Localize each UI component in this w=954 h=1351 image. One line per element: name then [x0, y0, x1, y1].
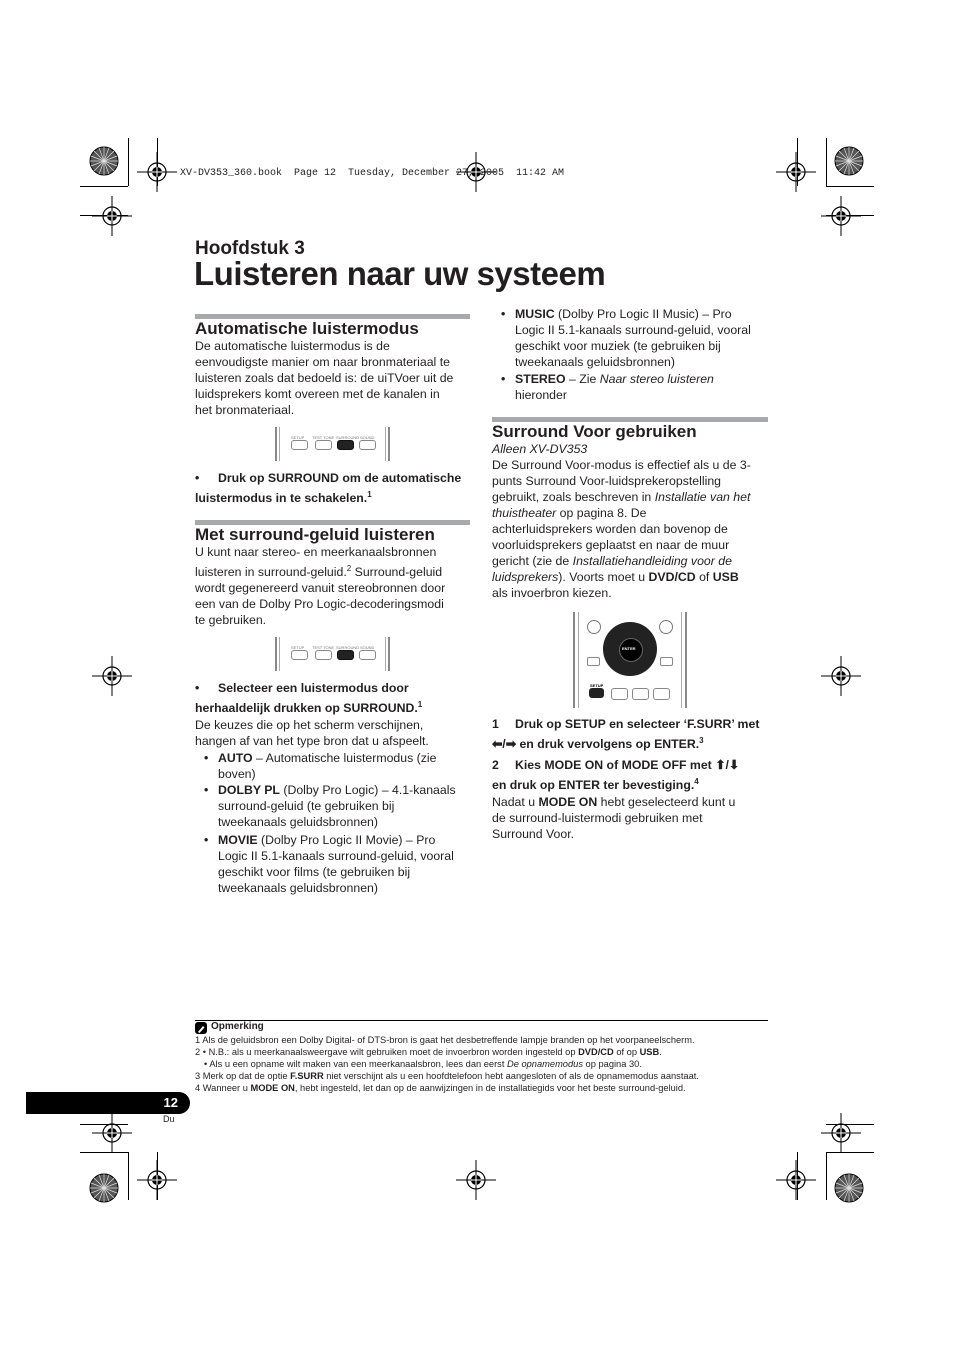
list-item: • STEREO – Zie Naar stereo luisteren hieronder [501, 372, 714, 402]
note-pencil-icon [195, 1022, 207, 1034]
section-intro-surround: U kunt naar stereo- en meerkanaalsbronnen luisteren in surround-geluid.$^2$ Surround-geluid wordt gegenereerd vanuit stereobronnen door een van de Dolby Pro Logic-decoderingsmodi te gebruiken. [195, 545, 446, 627]
page-number-tab: 12 [26, 1092, 190, 1114]
mode-choices-intro: De keuzes die op het scherm verschijnen, hangen af van het type bron dat u afspeelt. [195, 718, 429, 748]
instruction-step-surround-auto: • Druk op SURROUND om de automatische luistermodus in te schakelen.$^1$ [195, 471, 462, 505]
notes-list: 1 Als de geluidsbron een Dolby Digital- of DTS-bron is gaat het desbetreffende lampje branden op het voorpaneelscherm. 2 • N.B.: als u meerkanaalsweergave wilt gebruiken moet de invoerbron worden ingesteld op DVD/CD of op USB. • Als u een opname wilt maken van een meerkanaalsbron, lees dan eerst De opnamemodus op pagina 30. 3 Merk op dat de optie F.SURR niet verschijnt als u een hoofdtelefoon hebt aangesloten of als de opnamemodus aanstaat. 4 Wanneer u MODE ON, hebt ingesteld, let dan op de aanwijzingen in de installatiegids voor het beste surround-geluid. [195, 1035, 699, 1093]
instruction-step-select-mode: • Selecteer een luistermodus door herhaaldelijk drukken op SURROUND.$^1$ [195, 681, 423, 715]
notes-rule [195, 1020, 768, 1021]
book-info-line: XV-DV353_360.book Page 12 Tuesday, December 27, 2005 11:42 AM [180, 168, 565, 179]
remote-illustration: SETUP TEST TONE SURROUND SOUND [275, 637, 390, 671]
section-intro-automatische: De automatische luistermodus is de eenvoudigste manier om naar bronmateriaal te luisteren zoals dat bedoeld is: de uiTVoer uit de luidsprekers komt overeen met de kanalen in het bronmateriaal. [195, 339, 454, 417]
instruction-step-2: 2 Kies MODE ON of MODE OFF met ⬆/⬇ en druk op ENTER ter bevestiging.$^4$ [492, 758, 740, 792]
page-title: Luisteren naar uw systeem [194, 255, 606, 292]
section-heading-surround-voor: Surround Voor gebruiken [492, 422, 697, 441]
instruction-step-1: 1 Druk op SETUP en selecteer ‘F.SURR’ met ⬅/➡ en druk vervolgens op ENTER.$^3$ [492, 717, 760, 751]
list-item: • MUSIC (Dolby Pro Logic II Music) – Pro Logic II 5.1-kanaals surround-geluid, vooral geschikt voor muziek (te gebruiken bij tweekanaals geluidsbronnen) [501, 307, 751, 369]
list-item: • AUTO – Automatische luistermodus (zie boven) [204, 751, 437, 781]
list-item: • DOLBY PL (Dolby Pro Logic) – 4.1-kanaals surround-geluid (te gebruiken bij tweekanaals geluidsbronnen) [204, 783, 456, 829]
section-heading-automatische: Automatische luistermodus [195, 319, 419, 338]
section-heading-surround: Met surround-geluid luisteren [195, 525, 435, 544]
list-item: • MOVIE (Dolby Pro Logic II Movie) – Pro Logic II 5.1-kanaals surround-geluid, vooral geschikt voor films (te gebruiken bij tweekanaals geluidsbronnen) [204, 833, 454, 895]
chapter-label: Hoofdstuk 3 [195, 238, 305, 259]
section-body-surround-voor: Alleen XV-DV353 De Surround Voor-modus is effectief als u de 3- punts Surround Voor-luidsprekeropstelling gebruikt, zoals beschreven in Installatie van het thuistheater op pagina 8. De achterluidsprekers worden dan bovenop de voorluidsprekers geplaatst en naar de muur gericht (zie de Installatiehandleiding voor de luidsprekers). Voorts moet u DVD/CD of USB als invoerbron kiezen. [492, 442, 751, 600]
remote-illustration: SETUP TEST TONE SURROUND SOUND [275, 427, 390, 461]
notes-heading: Opmerking [211, 1021, 264, 1032]
step-2-result: Nadat u MODE ON hebt geselecteerd kunt u de surround-luistermodi gebruiken met Surround Voor. [492, 795, 736, 841]
language-code: Du [163, 1114, 175, 1124]
remote-navigation-illustration: ENTER SETUP [573, 612, 687, 708]
